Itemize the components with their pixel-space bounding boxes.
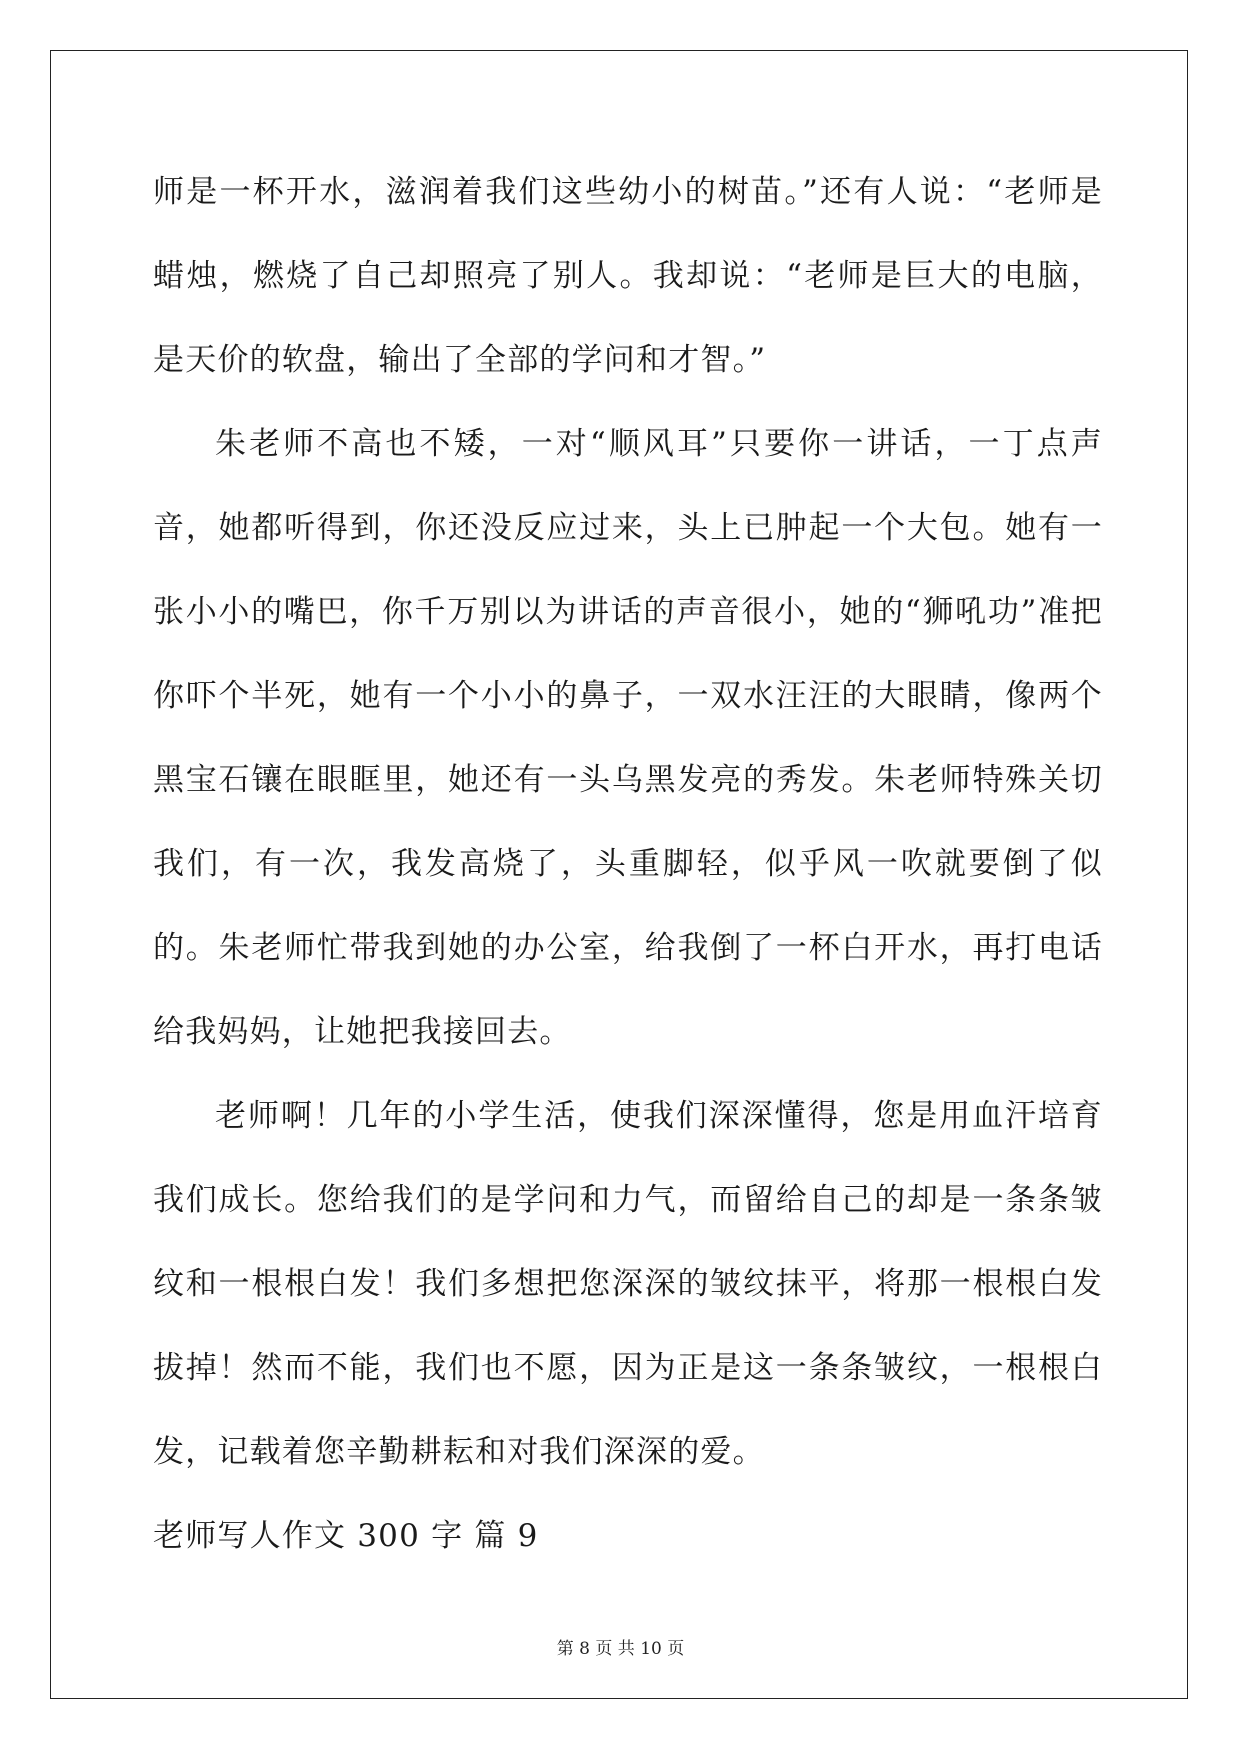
document-body xyxy=(153,150,1103,1578)
section-title: 老师写人作文 300 字 篇 9 xyxy=(153,1518,539,1554)
paragraph-3: 老师啊！几年的小学生活，使我们深深懂得，您是用血汗培育我们成长。您给我们的是学问和力气，而留给自己的却是一条条皱纹和一根根白发！我们多想把您深深的皱纹抹平，将那一根根白发拔掉！然而不能，我们也不愿，因为正是这一条条皱纹，一根根白发，记载着您辛勤耕耘和对我们深深的爱。 xyxy=(153,1098,1103,1470)
paragraph-1: 师是一杯开水，滋润着我们这些幼小的树苗。”还有人说：“老师是蜡烛，燃烧了自己却照亮了别人。我却说：“老师是巨大的电脑，是天价的软盘，输出了全部的学问和才智。” xyxy=(153,174,1103,378)
paragraph-2: 朱老师不高也不矮，一对“顺风耳”只要你一讲话，一丁点声音，她都听得到，你还没反应过来，头上已肿起一个大包。她有一张小小的嘴巴，你千万别以为讲话的声音很小，她的“狮吼功”准把你吓个半死，她有一个小小的鼻子，一双水汪汪的大眼睛，像两个黑宝石镶在眼眶里，她还有一头乌黑发亮的秀发。朱老师特殊关切我们，有一次，我发高烧了，头重脚轻，似乎风一吹就要倒了似的。朱老师忙带我到她的办公室，给我倒了一杯白开水，再打电话给我妈妈，让她把我接回去。 xyxy=(153,426,1103,1050)
page-number-footer: 第 8 页 共 10 页 xyxy=(556,1639,685,1659)
